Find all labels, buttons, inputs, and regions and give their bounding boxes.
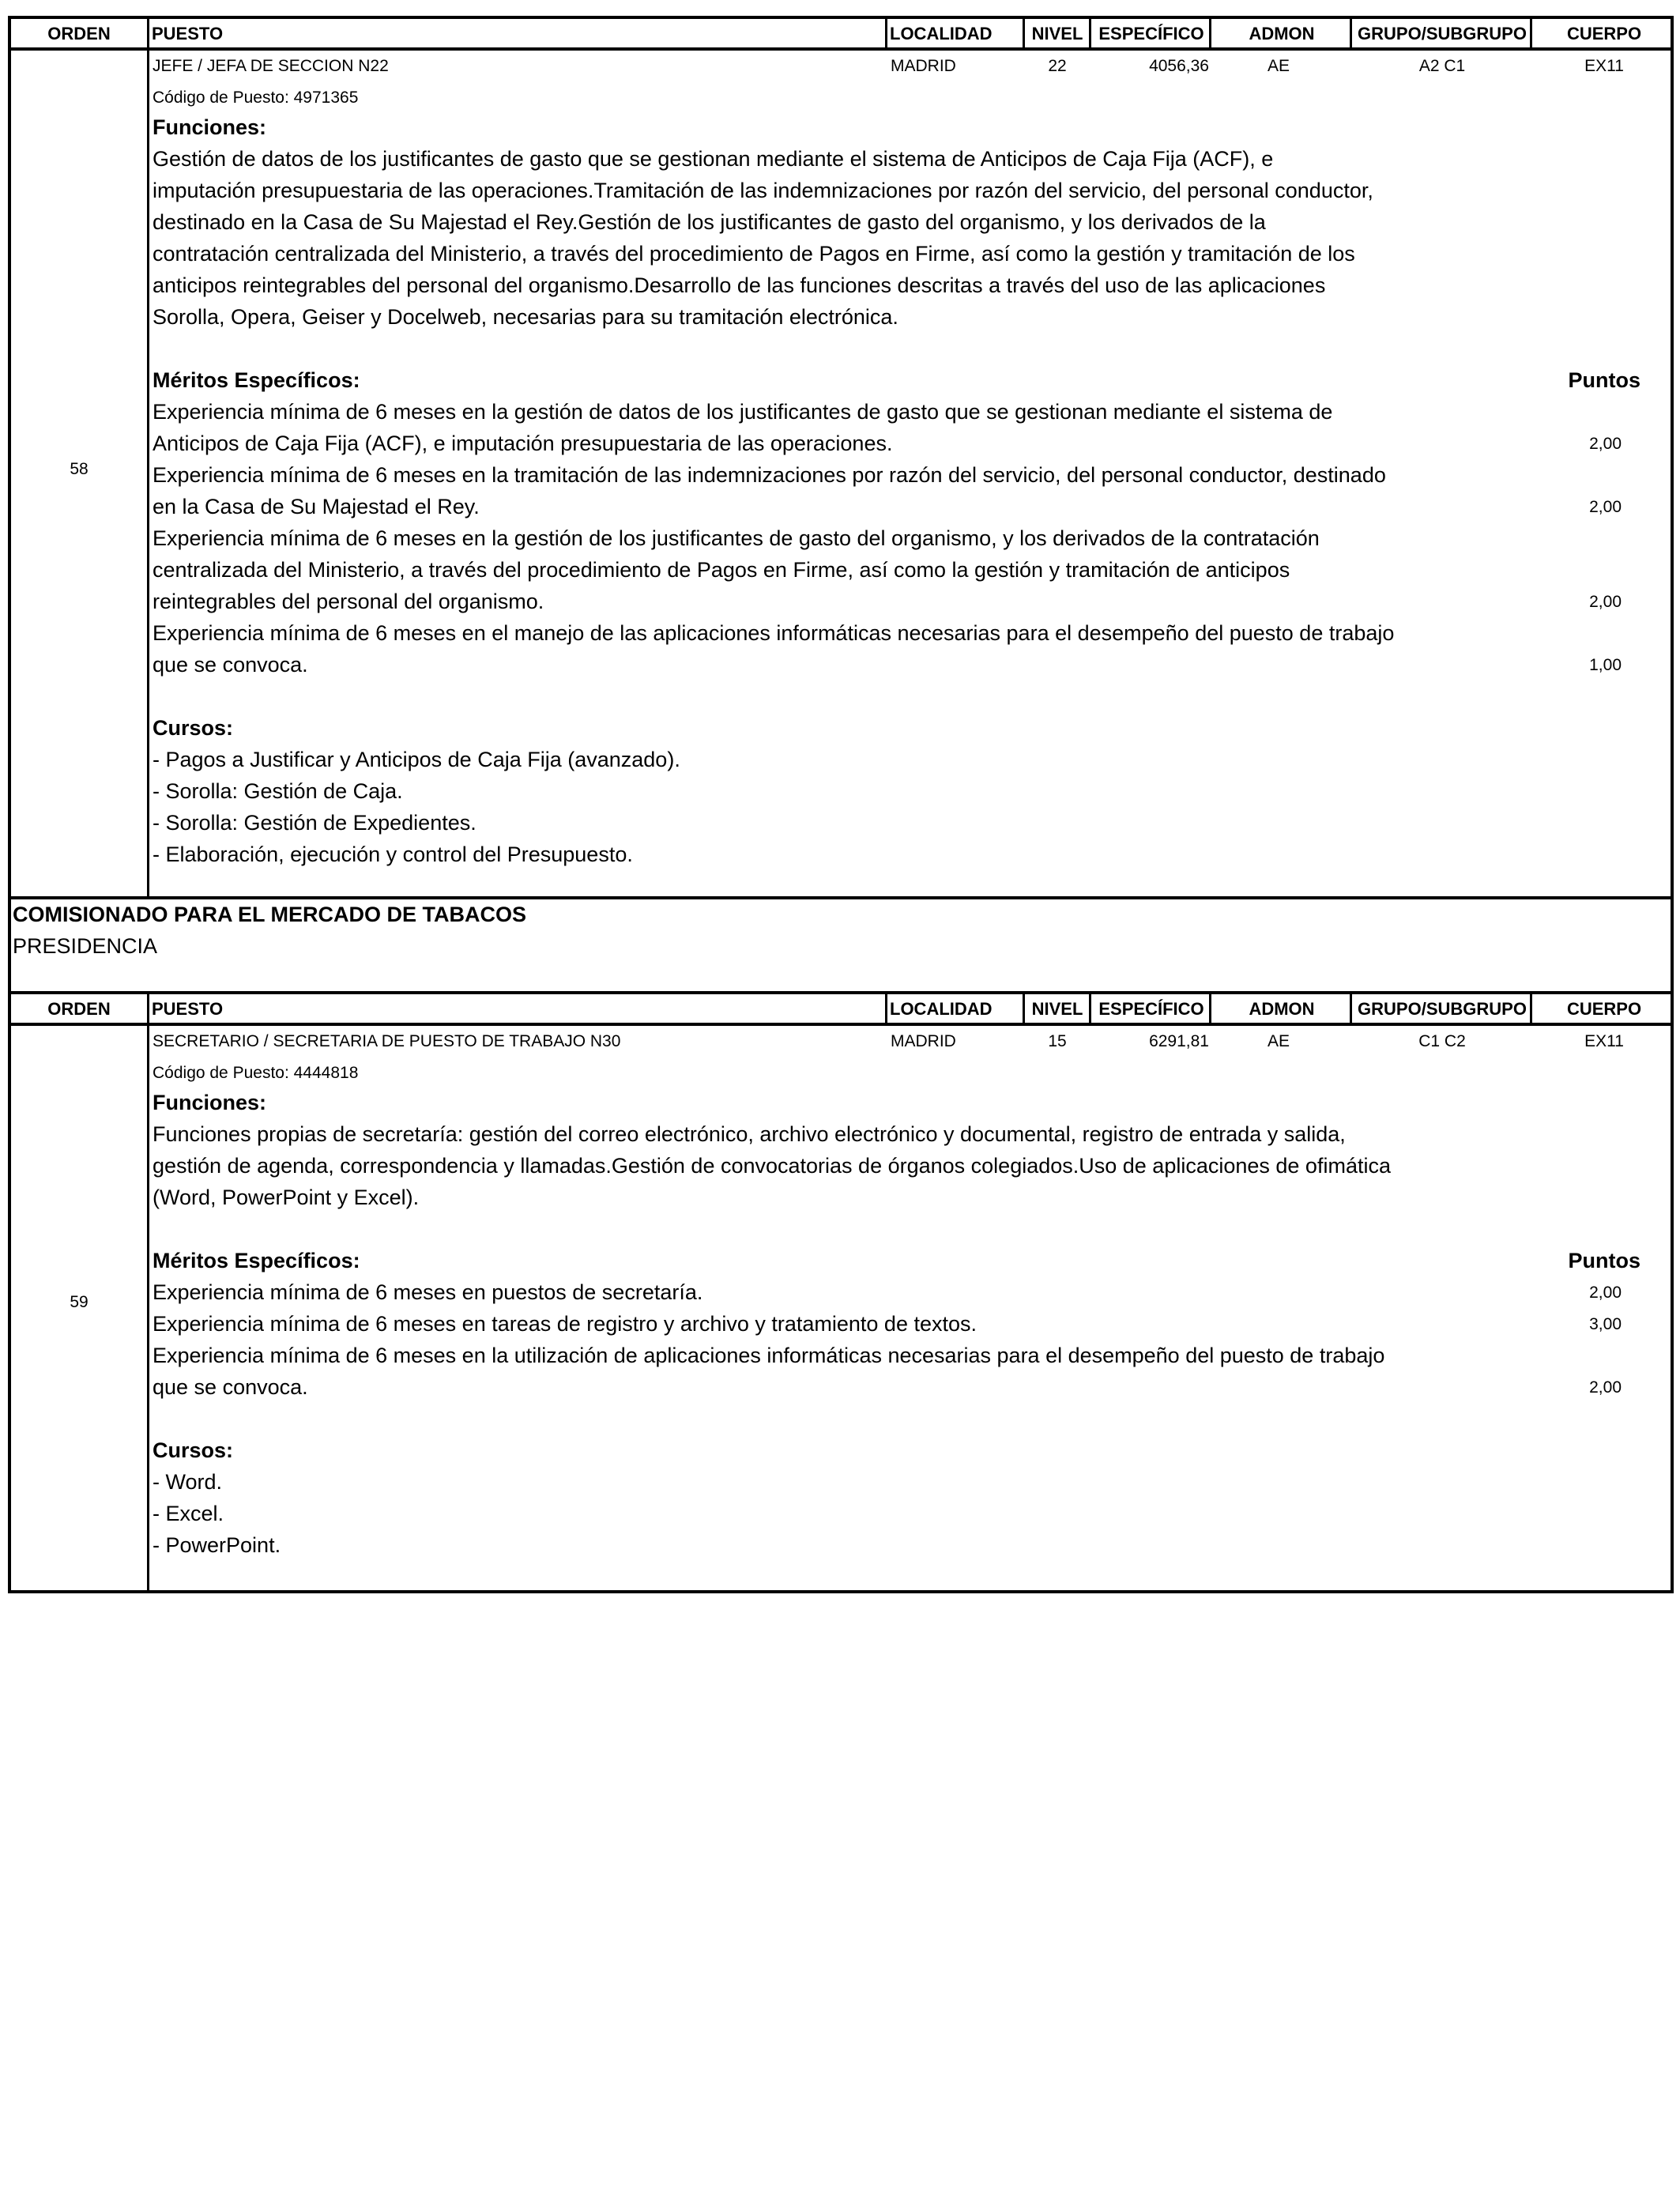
orden-value: 58 [70,460,89,478]
header-puesto: PUESTO [152,999,224,1019]
funciones-line: imputación presupuestaria de las operaciones.Tramitación de las indemnizaciones por razón del servicio, del personal conductor, [153,179,1373,202]
funciones-line: gestión de agenda, correspondencia y llamadas.Gestión de convocatorias de órganos colegiados.Uso de aplicaciones de ofimática [153,1154,1391,1178]
header-grupo: GRUPO/SUBGRUPO [1358,24,1527,43]
puntos-heading: Puntos [1568,368,1640,392]
puntos-value: 2,00 [1589,1378,1622,1397]
curso-item: - Word. [153,1470,223,1494]
puntos-value: 3,00 [1589,1315,1622,1333]
curso-item: - Pagos a Justificar y Anticipos de Caja Fija (avanzado). [153,748,680,771]
header-grupo: GRUPO/SUBGRUPO [1358,999,1527,1019]
header-especifico: ESPECÍFICO [1098,999,1204,1019]
header-row-2 [0,991,1680,1026]
nivel-value: 22 [1048,57,1067,75]
entry-59 [0,1026,1680,1590]
merito-line: en la Casa de Su Majestad el Rey. [153,495,480,518]
curso-item: - PowerPoint. [153,1533,281,1557]
curso-item: - Sorolla: Gestión de Caja. [153,779,403,803]
header-orden: ORDEN [47,24,111,43]
funciones-line: Sorolla, Opera, Geiser y Docelweb, necesarias para su tramitación electrónica. [153,305,898,329]
cursos-heading: Cursos: [153,716,234,740]
entry-58 [0,51,1680,898]
header-puesto: PUESTO [152,24,224,43]
merito-line: Experiencia mínima de 6 meses en la tramitación de las indemnizaciones por razón del servicio, del personal conductor, destinado [153,463,1386,487]
header-localidad: LOCALIDAD [890,24,993,43]
header-row-1 [0,16,1680,51]
puntos-value: 1,00 [1589,656,1622,674]
puntos-value: 2,00 [1589,1284,1622,1302]
puntos-value: 2,00 [1589,435,1622,453]
puesto-value: JEFE / JEFA DE SECCION N22 [153,57,389,75]
merito-line: Experiencia mínima de 6 meses en el manejo de las aplicaciones informáticas necesarias para el desempeño del puesto de trabajo [153,621,1395,645]
puntos-heading: Puntos [1568,1249,1640,1272]
section-subtitle: PRESIDENCIA [13,934,158,958]
admon-value: AE [1267,57,1290,75]
curso-item: - Sorolla: Gestión de Expedientes. [153,811,477,835]
section-title: COMISIONADO PARA EL MERCADO DE TABACOS [13,903,527,926]
header-especifico: ESPECÍFICO [1098,24,1204,43]
header-cuerpo: CUERPO [1566,999,1642,1019]
cuerpo-value: EX11 [1584,1032,1624,1050]
especifico-value: 4056,36 [1149,57,1209,75]
funciones-heading: Funciones: [153,1091,267,1114]
funciones-line: anticipos reintegrables del personal del organismo.Desarrollo de las funciones descritas a través del uso de las aplicaciones [153,273,1326,297]
admon-value: AE [1267,1032,1290,1050]
localidad-value: MADRID [891,1032,956,1050]
merito-line: que se convoca. [153,653,308,677]
header-cuerpo: CUERPO [1566,24,1642,43]
funciones-line: Funciones propias de secretaría: gestión del correo electrónico, archivo electrónico y documental, registro de entrada y salida, [153,1122,1346,1146]
header-orden: ORDEN [47,999,111,1019]
funciones-line: Gestión de datos de los justificantes de gasto que se gestionan mediante el sistema de Anticipos de Caja Fija (ACF), e [153,147,1274,171]
merito-line: que se convoca. [153,1375,308,1399]
header-nivel: NIVEL [1031,999,1083,1019]
curso-item: - Elaboración, ejecución y control del Presupuesto. [153,843,633,866]
nivel-value: 15 [1048,1032,1067,1050]
header-admon: ADMON [1249,999,1315,1019]
meritos-heading: Méritos Específicos: [153,368,360,392]
codigo-puesto: Código de Puesto: 4444818 [153,1064,359,1082]
meritos-heading: Méritos Específicos: [153,1249,360,1272]
header-localidad: LOCALIDAD [890,999,993,1019]
localidad-value: MADRID [891,57,956,75]
funciones-line: (Word, PowerPoint y Excel). [153,1186,420,1209]
puesto-value: SECRETARIO / SECRETARIA DE PUESTO DE TRABAJO N30 [153,1032,621,1050]
merito-line: Experiencia mínima de 6 meses en la gestión de datos de los justificantes de gasto que se gestionan mediante el sistema de [153,400,1333,424]
header-nivel: NIVEL [1031,24,1083,43]
curso-item: - Excel. [153,1502,224,1525]
merito-line: Experiencia mínima de 6 meses en la gestión de los justificantes de gasto del organismo, y los derivados de la contratación [153,526,1320,550]
puntos-value: 2,00 [1589,498,1622,516]
grupo-value: A2 C1 [1418,57,1466,75]
merito-line: Experiencia mínima de 6 meses en la utilización de aplicaciones informáticas necesarias para el desempeño del puesto de trabajo [153,1344,1385,1367]
funciones-line: destinado en la Casa de Su Majestad el Rey.Gestión de los justificantes de gasto del organismo, y los derivados de la [153,210,1266,234]
funciones-heading: Funciones: [153,115,267,139]
merito-line: Anticipos de Caja Fija (ACF), e imputación presupuestaria de las operaciones. [153,432,893,455]
merito-line: Experiencia mínima de 6 meses en puestos de secretaría. [153,1280,703,1304]
codigo-puesto: Código de Puesto: 4971365 [153,89,359,107]
especifico-value: 6291,81 [1149,1032,1209,1050]
puntos-value: 2,00 [1589,593,1622,611]
header-admon: ADMON [1249,24,1315,43]
grupo-value: C1 C2 [1418,1032,1466,1050]
orden-value: 59 [70,1293,89,1311]
merito-line: centralizada del Ministerio, a través del procedimiento de Pagos en Firme, así como la gestión y tramitación de anticipos [153,558,1290,582]
cursos-heading: Cursos: [153,1438,234,1462]
merito-line: reintegrables del personal del organismo. [153,590,544,613]
cuerpo-value: EX11 [1584,57,1624,75]
merito-line: Experiencia mínima de 6 meses en tareas de registro y archivo y tratamiento de textos. [153,1312,977,1336]
funciones-line: contratación centralizada del Ministerio, a través del procedimiento de Pagos en Firme, así como la gestión y tramitación de los [153,242,1355,266]
